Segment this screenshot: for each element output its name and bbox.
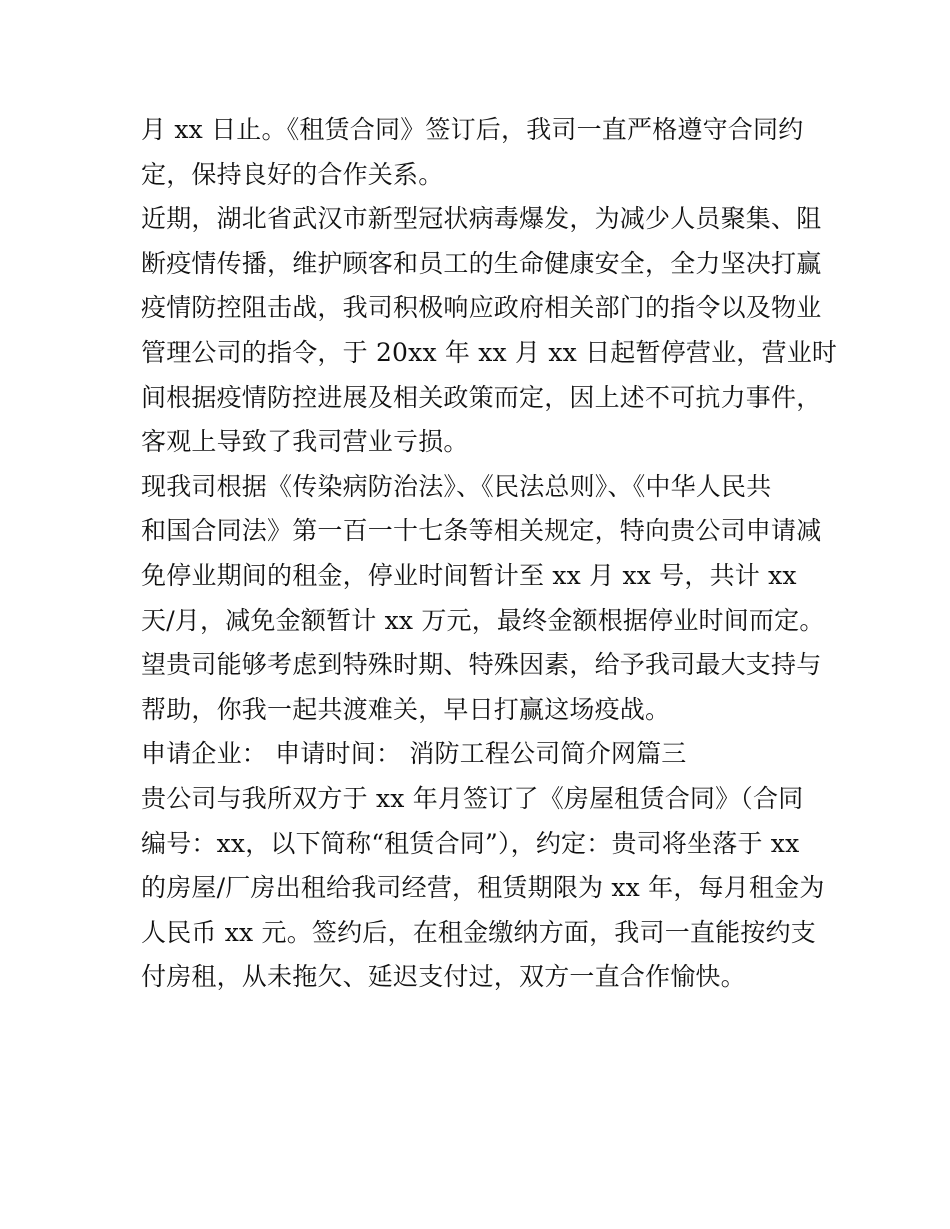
text-line: 管理公司的指令，于 20xx 年 xx 月 xx 日起暂停营业，营业时 bbox=[141, 337, 838, 367]
text-line: 免停业期间的租金，停业时间暂计至 xx 月 xx 号，共计 xx bbox=[141, 560, 797, 590]
text-line: 断疫情传播，维护顾客和员工的生命健康安全，全力坚决打赢 bbox=[141, 248, 822, 278]
text-line: 天/月，减免金额暂计 xx 万元，最终金额根据停业时间而定。 bbox=[141, 605, 825, 635]
text-line: 疫情防控阻击战，我司积极响应政府相关部门的指令以及物业 bbox=[141, 293, 822, 323]
text-line: 编号：xx，以下简称“租赁合同”），约定：贵司将坐落于 xx bbox=[141, 828, 800, 858]
text-line: 客观上导致了我司营业亏损。 bbox=[141, 427, 469, 457]
text-line: 申请企业： 申请时间： 消防工程公司简介网篇三 bbox=[141, 739, 687, 769]
text-line: 定，保持良好的合作关系。 bbox=[141, 159, 444, 189]
text-line: 现我司根据《传染病防治法》、《民法总则》、《中华人民共 bbox=[141, 471, 772, 501]
text-line: 近期，湖北省武汉市新型冠状病毒爆发，为减少人员聚集、阻 bbox=[141, 204, 822, 234]
text-line: 月 xx 日止。《租赁合同》签订后，我司一直严格遵守合同约 bbox=[141, 115, 804, 144]
text-line: 贵公司与我所双方于 xx 年月签订了《房屋租赁合同》（合同 bbox=[141, 783, 804, 813]
text-line: 帮助，你我一起共渡难关，早日打赢这场疫战。 bbox=[141, 694, 671, 724]
text-line: 间根据疫情防控进展及相关政策而定，因上述不可抗力事件， bbox=[141, 382, 822, 412]
text-line: 的房屋/厂房出租给我司经营，租赁期限为 xx 年，每月租金为 bbox=[141, 873, 825, 903]
text-line: 和国合同法》第一百一十七条等相关规定，特向贵公司申请减 bbox=[141, 516, 822, 546]
text-line: 人民币 xx 元。签约后，在租金缴纳方面，我司一直能按约支 bbox=[141, 917, 816, 947]
document-body-text bbox=[141, 108, 838, 1000]
text-line: 望贵司能够考虑到特殊时期、特殊因素，给予我司最大支持与 bbox=[141, 650, 822, 680]
text-line: 付房租，从未拖欠、延迟支付过，双方一直合作愉快。 bbox=[141, 962, 746, 992]
